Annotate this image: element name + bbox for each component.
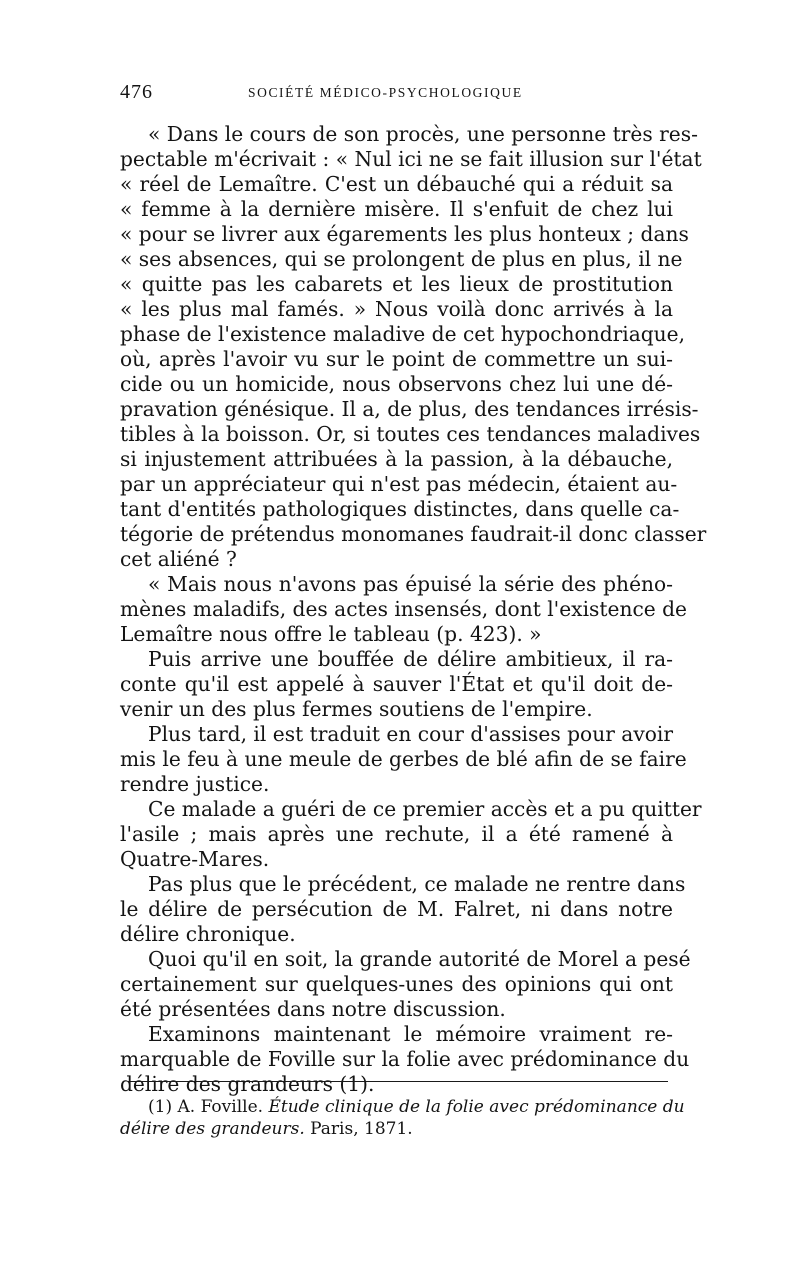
text-line: tibles à la boisson. Or, si toutes ces tendances maladives (120, 422, 701, 446)
footnote-marker: (1) A. Foville. (148, 1097, 264, 1117)
text-line: délire des grandeurs (1). (120, 1072, 375, 1096)
text-line: délire chronique. (120, 922, 296, 946)
text-line: « quitte pas les cabarets et les lieux de prostitution (120, 272, 673, 296)
footnote-line (120, 1096, 685, 1118)
footnote-title: Étude clinique de la folie avec prédominance du (268, 1097, 685, 1117)
footnote (120, 1096, 685, 1140)
text-line: le délire de persécution de M. Falret, ni dans notre (120, 897, 673, 921)
text-line: Quoi qu'il en soit, la grande autorité de Morel a pesé (148, 947, 691, 971)
text-line: certainement sur quelques-unes des opinions qui ont (120, 972, 673, 996)
text-line: phase de l'existence maladive de cet hypochondriaque, (120, 322, 686, 346)
text-line: été présentées dans notre discussion. (120, 997, 506, 1021)
page-number: 476 (120, 81, 153, 103)
running-title: SOCIÉTÉ MÉDICO-PSYCHOLOGIQUE (248, 85, 523, 100)
text-line: Examinons maintenant le mémoire vraiment re- (148, 1022, 673, 1046)
body-text (120, 122, 707, 1097)
text-line: venir un des plus fermes soutiens de l'empire. (120, 697, 593, 721)
text-line: mènes maladifs, des actes insensés, dont l'existence de (120, 597, 687, 621)
text-line: par un appréciateur qui n'est pas médecin, étaient au- (120, 472, 678, 496)
text-line: « les plus mal famés. » Nous voilà donc arrivés à la (120, 297, 673, 321)
text-line: conte qu'il est appelé à sauver l'État et qu'il doit de- (120, 672, 673, 696)
text-line: cide ou un homicide, nous observons chez lui une dé- (120, 372, 673, 396)
text-line: « pour se livrer aux égarements les plus honteux ; dans (120, 222, 689, 246)
text-line: tégorie de prétendus monomanes faudrait-il donc classer (120, 522, 707, 546)
text-line: cet aliéné ? (120, 547, 237, 571)
text-line: Pas plus que le précédent, ce malade ne rentre dans (148, 872, 686, 896)
text-line: mis le feu à une meule de gerbes de blé afin de se faire (120, 747, 687, 771)
text-line: Ce malade a guéri de ce premier accès et a pu quitter (148, 797, 702, 821)
text-line: « réel de Lemaître. C'est un débauché qui a réduit sa (120, 172, 673, 196)
text-line: Plus tard, il est traduit en cour d'assises pour avoir (148, 722, 673, 746)
text-line: marquable de Foville sur la folie avec prédominance du (120, 1047, 690, 1071)
text-line: Quatre-Mares. (120, 847, 270, 871)
footnote-divider (128, 1081, 668, 1082)
text-line: rendre justice. (120, 772, 270, 796)
text-line: « femme à la dernière misère. Il s'enfuit de chez lui (120, 197, 673, 221)
footnote-imprint: Paris, 1871. (310, 1119, 413, 1139)
text-line: si injustement attribuées à la passion, à la débauche, (120, 447, 673, 471)
text-line: tant d'entités pathologiques distinctes, dans quelle ca- (120, 497, 680, 521)
running-head (120, 81, 670, 105)
footnote-title-cont: délire des grandeurs. (120, 1119, 305, 1139)
text-line: Puis arrive une bouffée de délire ambitieux, il ra- (148, 647, 673, 671)
text-line: Lemaître nous offre le tableau (p. 423). » (120, 622, 542, 646)
text-line: « Dans le cours de son procès, une personne très res- (148, 122, 698, 146)
footnote-line (120, 1118, 673, 1140)
text-line: « ses absences, qui se prolongent de plus en plus, il ne (120, 247, 683, 271)
text-line: où, après l'avoir vu sur le point de commettre un sui- (120, 347, 673, 371)
text-line: l'asile ; mais après une rechute, il a été ramené à (120, 822, 673, 846)
text-line: pectable m'écrivait : « Nul ici ne se fait illusion sur l'état (120, 147, 702, 171)
text-line: pravation génésique. Il a, de plus, des tendances irrésis- (120, 397, 699, 421)
text-line: « Mais nous n'avons pas épuisé la série des phéno- (148, 572, 673, 596)
